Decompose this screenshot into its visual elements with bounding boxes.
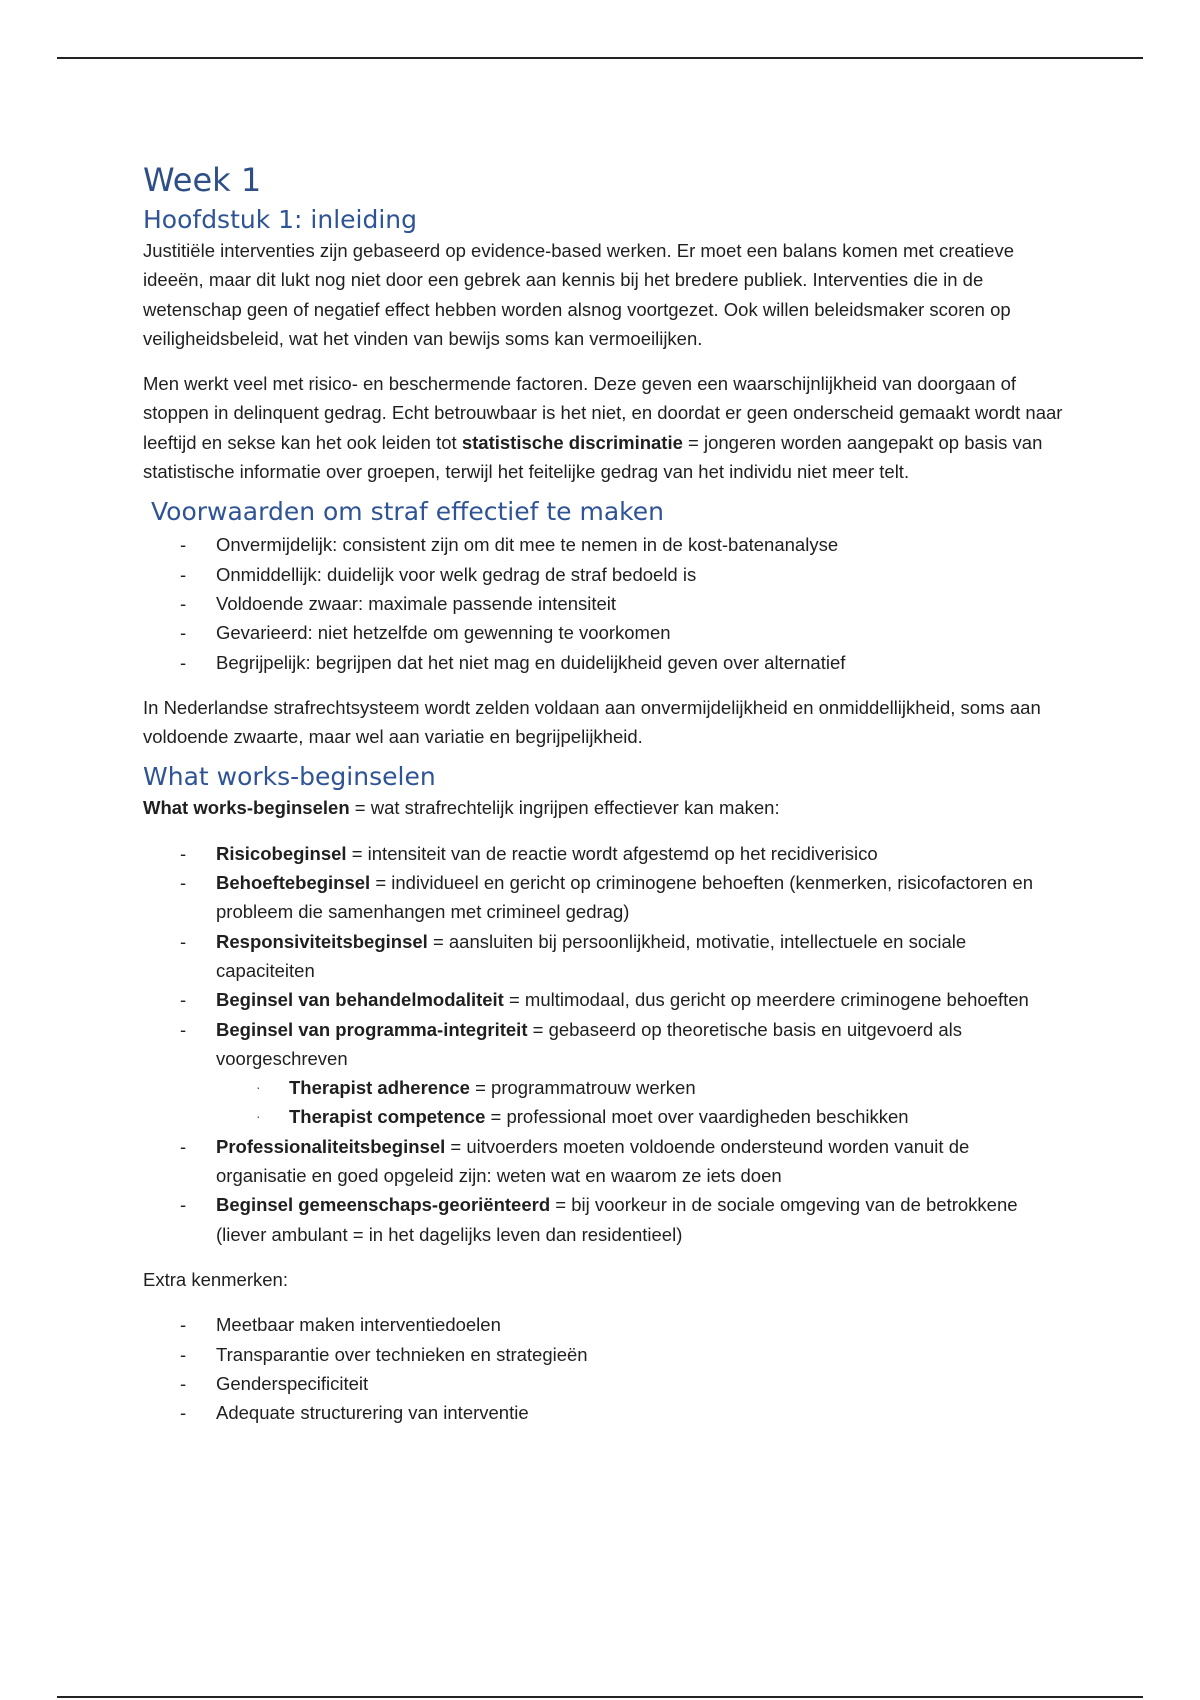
bullet-dash: -	[180, 872, 187, 894]
defined-term: statistische discriminatie	[461, 431, 683, 453]
list-item-text: Genderspecificiteit	[216, 1372, 369, 1394]
list-item-text: Onvermijdelijk: consistent zijn om dit mee te nemen in de kost-batenanalyse	[216, 534, 839, 556]
defined-term: What works-beginselen	[143, 797, 350, 819]
bullet-dash: -	[180, 842, 187, 864]
conditions-closing-paragraph: In Nederlandse strafrechtsysteem wordt zelden voldaan aan onvermijdelijkheid en onmiddellijkheid, soms aan voldoende zwaarte, maar wel aan variatie en begrijpelijkheid.	[143, 696, 1041, 748]
sub-list-item	[143, 1102, 1063, 1131]
program-integrity-sublist	[143, 1073, 1063, 1132]
list-item-text: Adequate structurering van interventie	[216, 1402, 529, 1424]
footer-rule	[57, 1696, 1143, 1698]
conditions-list	[143, 530, 1063, 676]
list-item-text: Begrijpelijk: begrijpen dat het niet mag en duidelijkheid geven over alternatief	[216, 651, 846, 673]
sub-text: = programmatrouw werken	[475, 1077, 696, 1099]
bullet-dash: -	[180, 563, 187, 585]
bullet-dash: -	[180, 534, 187, 556]
document-body	[143, 160, 1063, 1427]
what-works-list	[143, 839, 1063, 1073]
list-item-text: Meetbaar maken interventiedoelen	[216, 1314, 501, 1336]
paragraph-text: Men werkt veel met risico- en beschermende factoren. Deze geven een waarschijnlijkheid van doorgaan of stoppen in delinquent gedrag. Echt betrouwbaar is het niet, en doordat er geen onderscheid gemaakt wordt naar leeftijd en sekse kan het ook leiden tot	[143, 373, 1063, 453]
list-item-text: Transparantie over technieken en strategieën	[216, 1343, 588, 1365]
bullet-dot: ·	[256, 1108, 261, 1125]
bullet-dash: -	[180, 651, 187, 673]
list-item	[143, 1369, 1063, 1398]
principle-term: Beginsel van programma-integriteit	[216, 1018, 528, 1040]
risk-factors-paragraph	[143, 369, 1063, 486]
bullet-dash: -	[180, 1135, 187, 1157]
paragraph-text: = wat strafrechtelijk ingrijpen effectiever kan maken:	[354, 797, 780, 819]
bullet-dash: -	[180, 622, 187, 644]
list-item-text: Gevarieerd: niet hetzelfde om gewenning te voorkomen	[216, 622, 671, 644]
what-works-list-continued	[143, 1132, 1063, 1249]
what-works-intro	[143, 793, 1063, 822]
sub-list-item	[143, 1073, 1063, 1102]
bullet-dash: -	[180, 1343, 187, 1365]
bullet-dash: -	[180, 930, 187, 952]
bullet-dash: -	[180, 592, 187, 614]
list-item	[143, 1132, 1063, 1191]
principle-term: Behoeftebeginsel	[216, 872, 371, 894]
list-item-text: Voldoende zwaar: maximale passende intensiteit	[216, 592, 617, 614]
principle-text: = bij voorkeur in de sociale omgeving van de betrokkene (liever ambulant = in het dagelijks leven dan residentieel)	[216, 1194, 1018, 1245]
principle-text: = intensiteit van de reactie wordt afgestemd op het recidiverisico	[351, 842, 878, 864]
bullet-dash: -	[180, 1018, 187, 1040]
header-rule	[57, 57, 1143, 59]
paragraph-text: = jongeren worden aangepakt op basis van statistische informatie over groepen, terwijl het feitelijke gedrag van het individu niet meer telt.	[143, 431, 1043, 483]
list-item	[143, 1015, 1063, 1074]
list-item	[143, 1190, 1063, 1249]
bullet-dash: -	[180, 989, 187, 1011]
principle-term: Beginsel van behandelmodaliteit	[216, 989, 504, 1011]
principle-term: Risicobeginsel	[216, 842, 347, 864]
extra-label: Extra kenmerken:	[143, 1268, 288, 1290]
list-item	[143, 530, 1063, 559]
list-item	[143, 648, 1063, 677]
sub-term: Therapist adherence	[289, 1077, 470, 1099]
bullet-dash: -	[180, 1402, 187, 1424]
list-item	[143, 618, 1063, 647]
bullet-dash: -	[180, 1314, 187, 1336]
chapter-heading: Hoofdstuk 1: inleiding	[143, 205, 418, 234]
principle-term: Beginsel gemeenschaps-georiënteerd	[216, 1194, 551, 1216]
principle-text: = individueel en gericht op criminogene behoeften (kenmerken, risicofactoren en probleem die samenhangen met crimineel gedrag)	[216, 872, 1033, 923]
list-item	[143, 985, 1063, 1014]
list-item	[143, 839, 1063, 868]
list-item	[143, 1310, 1063, 1339]
list-item	[143, 1340, 1063, 1369]
list-item-text: Onmiddellijk: duidelijk voor welk gedrag de straf bedoeld is	[216, 563, 697, 585]
list-item	[143, 927, 1063, 986]
intro-paragraph: Justitiële interventies zijn gebaseerd op evidence-based werken. Er moet een balans komen met creatieve ideeën, maar dit lukt nog niet door een gebrek aan kennis bij het bredere publiek. Interventies die in de wetenschap geen of negatief effect hebben worden alsnog voortgezet. Ook willen beleidsmaker scoren op veiligheidsbeleid, wat het vinden van bewijs soms kan vermoeilijken.	[143, 240, 1015, 349]
list-item	[143, 1398, 1063, 1427]
bullet-dot: ·	[256, 1079, 261, 1096]
principle-term: Professionaliteitsbeginsel	[216, 1135, 446, 1157]
principle-text: = gebaseerd op theoretische basis en uitgevoerd als voorgeschreven	[216, 1018, 963, 1069]
bullet-dash: -	[180, 1194, 187, 1216]
list-item	[143, 868, 1063, 927]
list-item	[143, 560, 1063, 589]
bullet-dash: -	[180, 1372, 187, 1394]
sub-term: Therapist competence	[289, 1106, 486, 1128]
principle-term: Responsiviteitsbeginsel	[216, 930, 428, 952]
page-title: Week 1	[143, 161, 262, 199]
list-item	[143, 589, 1063, 618]
what-works-heading: What works-beginselen	[143, 762, 436, 792]
principle-text: = multimodaal, dus gericht op meerdere criminogene behoeften	[508, 989, 1029, 1011]
sub-text: = professional moet over vaardigheden beschikken	[490, 1106, 909, 1128]
principle-text: = aansluiten bij persoonlijkheid, motivatie, intellectuele en sociale capaciteiten	[216, 930, 967, 981]
principle-text: = uitvoerders moeten voldoende ondersteund worden vanuit de organisatie en goed opgeleid zijn: weten wat en waarom ze iets doen	[216, 1135, 970, 1187]
extra-list	[143, 1310, 1063, 1427]
conditions-heading: Voorwaarden om straf effectief te maken	[151, 497, 664, 527]
